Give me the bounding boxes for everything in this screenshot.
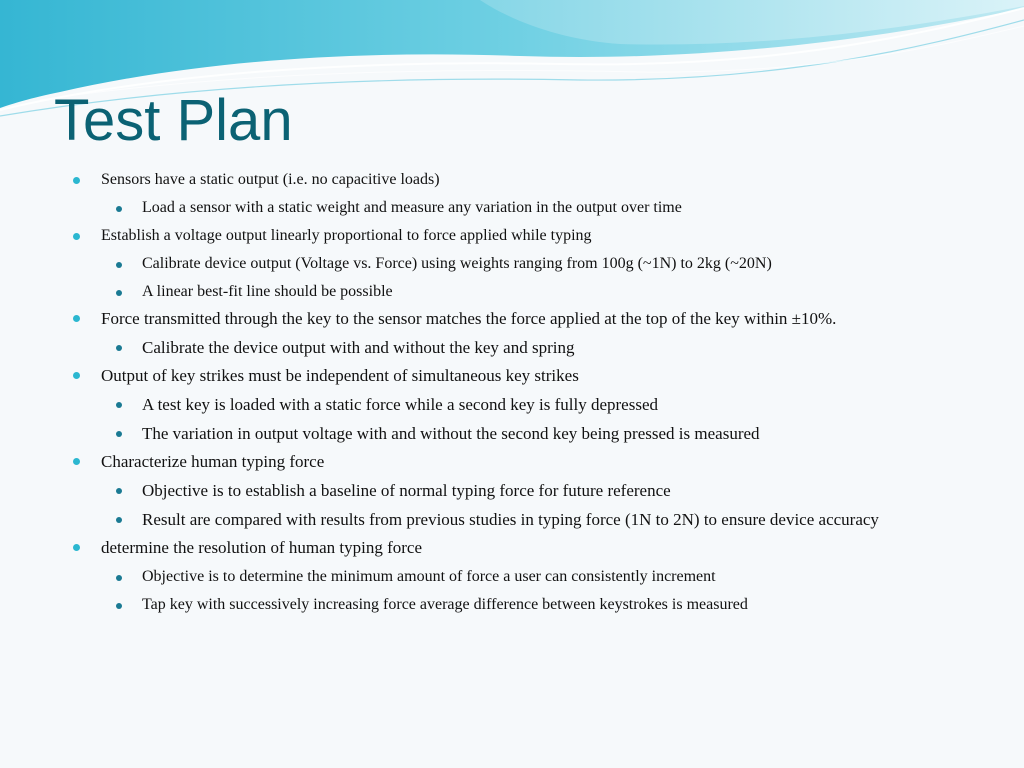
bullet-item: determine the resolution of human typing force [72,536,992,560]
sub-bullet-item: Tap key with successively increasing force average difference between keystrokes is measured [72,594,992,616]
sub-bullet-item: Objective is to determine the minimum amount of force a user can consistently increment [72,566,992,588]
bullet-item: Characterize human typing force [72,450,992,474]
sub-bullet-item: A linear best-fit line should be possible [72,281,992,303]
sub-bullet-item: Load a sensor with a static weight and measure any variation in the output over time [72,197,992,219]
sub-bullet-item: Calibrate the device output with and without the key and spring [72,336,992,360]
sub-bullet-item: Result are compared with results from previous studies in typing force (1N to 2N) to ensure device accuracy [72,508,992,532]
sub-bullet-item: Calibrate device output (Voltage vs. Force) using weights ranging from 100g (~1N) to 2kg (~20N) [72,253,992,275]
slide-title: Test Plan [54,88,293,153]
sub-bullet-item: The variation in output voltage with and without the second key being pressed is measured [72,422,992,446]
bullet-item: Output of key strikes must be independent of simultaneous key strikes [72,364,992,388]
bullet-item: Sensors have a static output (i.e. no capacitive loads) [72,169,992,191]
bullet-list [72,169,992,616]
bullet-item: Force transmitted through the key to the sensor matches the force applied at the top of the key within ±10%. [72,307,992,331]
bullet-item: Establish a voltage output linearly proportional to force applied while typing [72,225,992,247]
sub-bullet-item: A test key is loaded with a static force while a second key is fully depressed [72,393,992,417]
sub-bullet-item: Objective is to establish a baseline of normal typing force for future reference [72,479,992,503]
